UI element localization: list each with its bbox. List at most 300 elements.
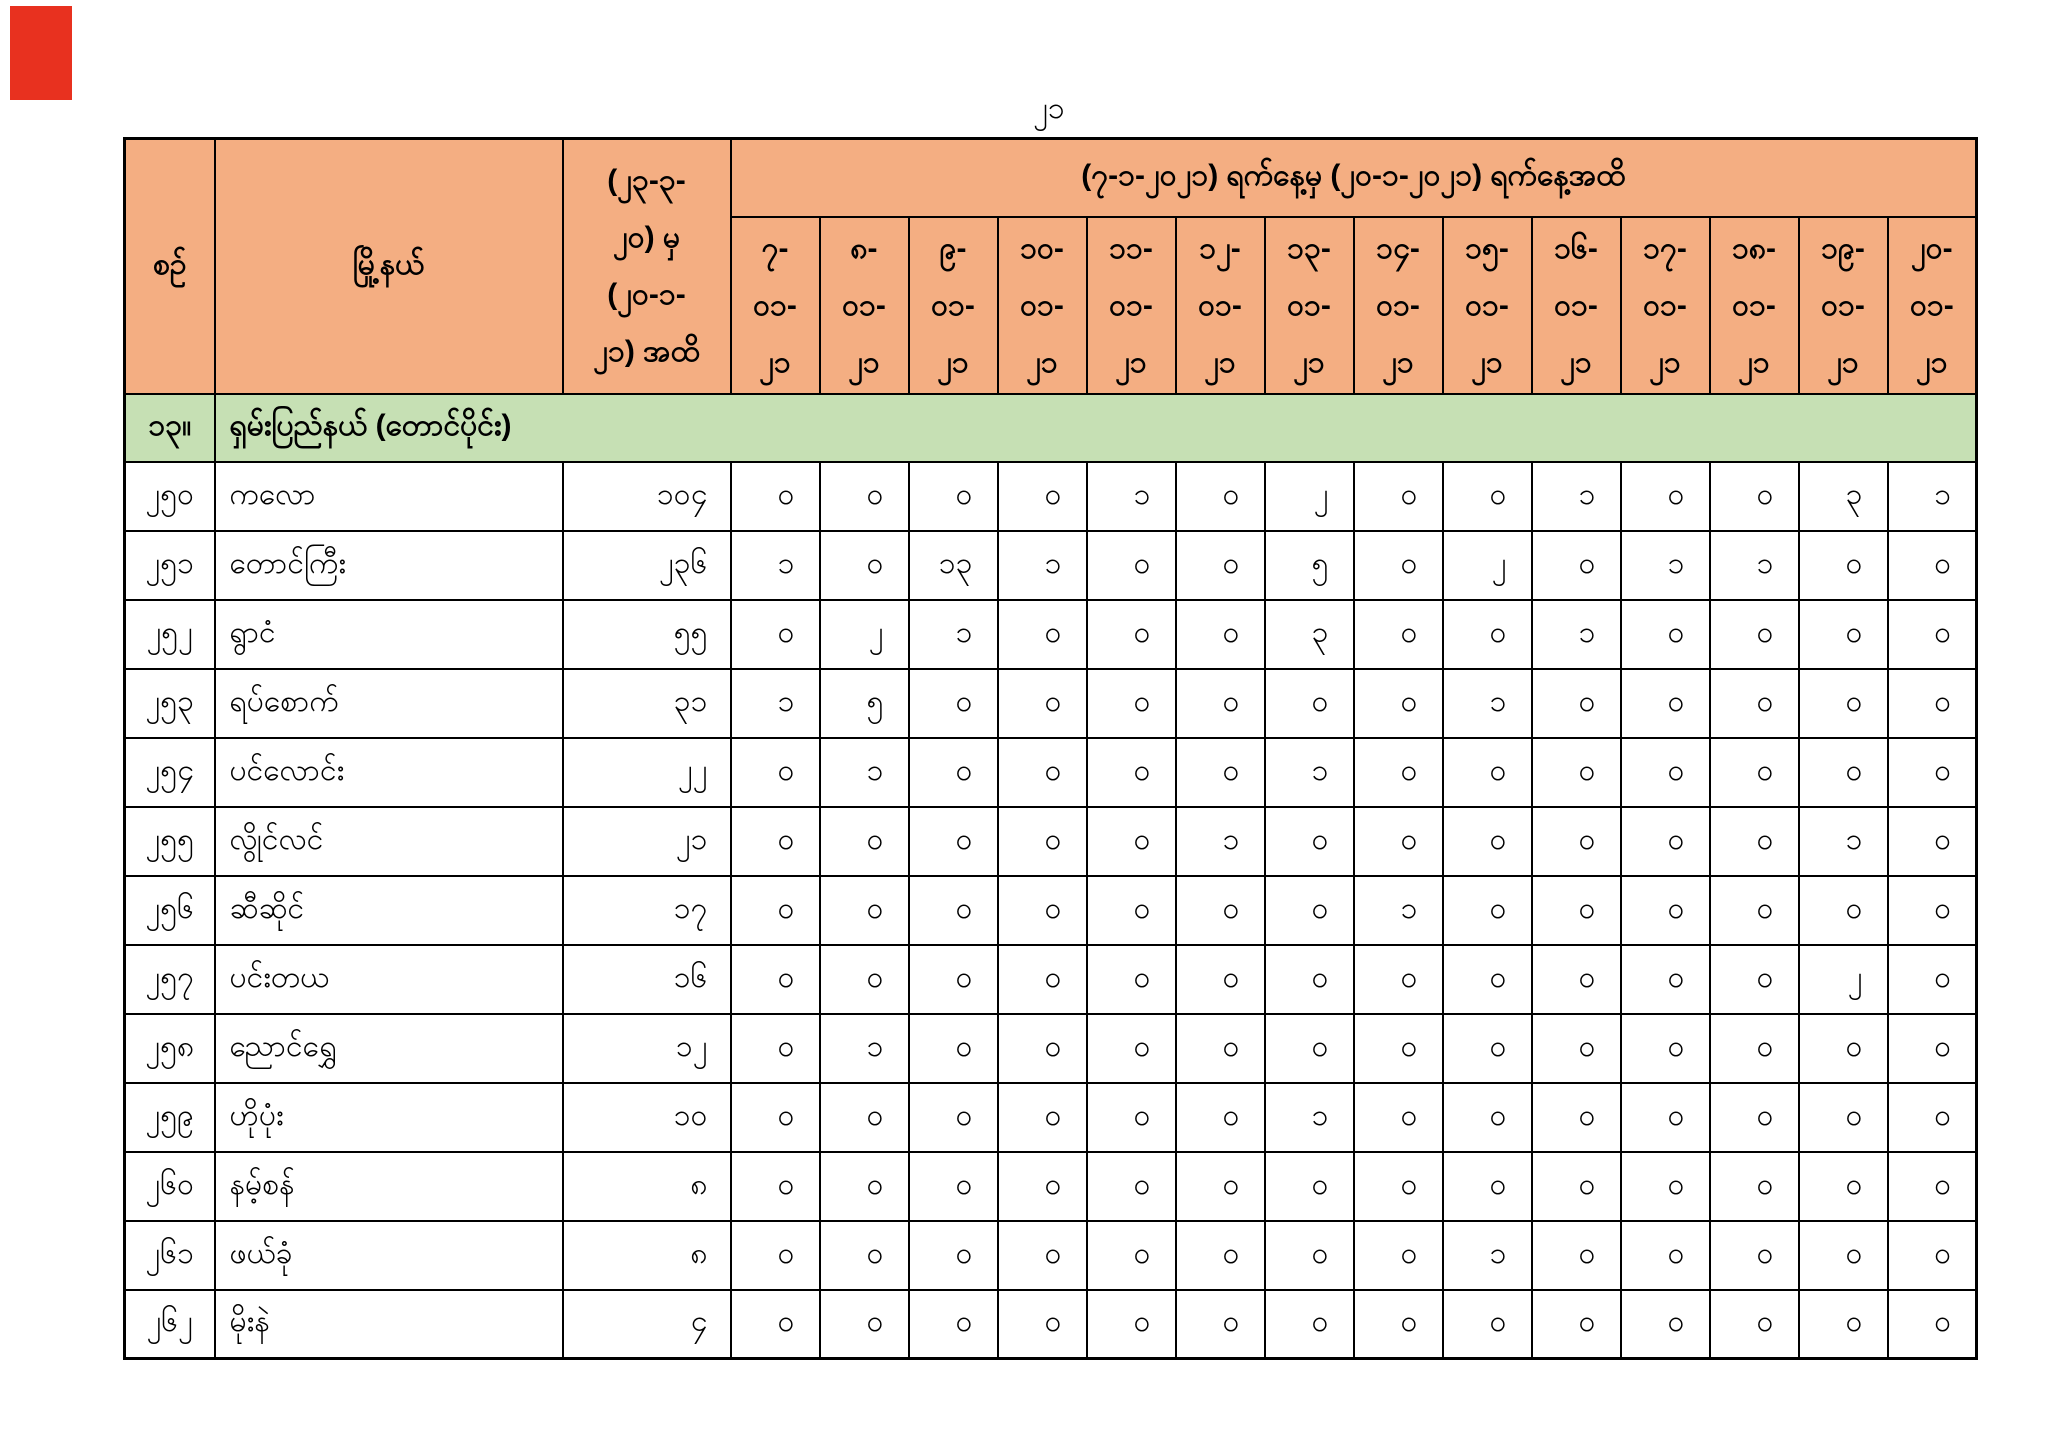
daily-count-cell-0: ၀ <box>731 600 820 669</box>
header-cell-cumulative-period <box>563 139 731 394</box>
daily-count-cell-2: ၁၃ <box>909 531 998 600</box>
daily-count-cell-8: ၁ <box>1443 669 1532 738</box>
township-row-၂၅၂ <box>125 600 1977 669</box>
cumulative-count-cell: ၁၀၄ <box>563 462 731 531</box>
daily-count-cell-9: ၀ <box>1532 669 1621 738</box>
daily-count-cell-8: ၁ <box>1443 1221 1532 1290</box>
cumulative-count-cell: ၈ <box>563 1152 731 1221</box>
daily-count-cell-13: ၀ <box>1888 945 1977 1014</box>
serial-cell: ၂၅၆ <box>125 876 215 945</box>
daily-count-cell-0: ၀ <box>731 1083 820 1152</box>
daily-count-cell-9: ၁ <box>1532 462 1621 531</box>
date-header-line: ၀၁- <box>1198 288 1242 322</box>
daily-count-cell-0: ၀ <box>731 1221 820 1290</box>
daily-count-cell-11: ၀ <box>1710 600 1799 669</box>
daily-count-cell-1: ၀ <box>820 1152 909 1221</box>
daily-count-cell-12: ၀ <box>1799 669 1888 738</box>
daily-count-cell-0: ၀ <box>731 876 820 945</box>
daily-count-cell-12: ၃ <box>1799 462 1888 531</box>
daily-count-cell-2: ၀ <box>909 1014 998 1083</box>
daily-count-cell-4: ၀ <box>1087 876 1176 945</box>
daily-count-cell-11: ၀ <box>1710 1083 1799 1152</box>
daily-count-cell-0: ၀ <box>731 1014 820 1083</box>
date-header-line: ၂၁ <box>1115 345 1147 379</box>
township-row-၂၅၁ <box>125 531 1977 600</box>
cumulative-count-cell: ၅၅ <box>563 600 731 669</box>
date-header-line: ၂၁ <box>1204 345 1236 379</box>
section-row-shan-south <box>125 394 1977 462</box>
daily-count-cell-6: ၀ <box>1265 945 1354 1014</box>
cumulative-count-cell: ၂၂ <box>563 738 731 807</box>
daily-count-cell-4: ၀ <box>1087 600 1176 669</box>
date-header-line: ၂၁ <box>1560 345 1592 379</box>
daily-count-cell-4: ၀ <box>1087 945 1176 1014</box>
daily-count-cell-11: ၀ <box>1710 1290 1799 1359</box>
daily-count-cell-8: ၀ <box>1443 1083 1532 1152</box>
serial-cell: ၂၅၂ <box>125 600 215 669</box>
daily-count-cell-10: ၀ <box>1621 945 1710 1014</box>
date-header-line: ၂၁ <box>1382 345 1414 379</box>
serial-cell: ၂၅၄ <box>125 738 215 807</box>
township-row-၂၆၀ <box>125 1152 1977 1221</box>
daily-count-cell-1: ၀ <box>820 1221 909 1290</box>
daily-count-cell-1: ၀ <box>820 945 909 1014</box>
township-name-cell: ညောင်ရွှေ <box>215 1014 563 1083</box>
township-name-cell: ရပ်စောက် <box>215 669 563 738</box>
daily-count-cell-5: ၀ <box>1176 876 1265 945</box>
date-header-line: ၂၁ <box>1827 345 1859 379</box>
township-row-၂၅၉ <box>125 1083 1977 1152</box>
date-header-line: ၉- <box>939 231 967 265</box>
daily-count-cell-2: ၀ <box>909 945 998 1014</box>
daily-count-cell-4: ၀ <box>1087 1221 1176 1290</box>
daily-count-cell-4: ၀ <box>1087 738 1176 807</box>
township-name-cell: လွိုင်လင် <box>215 807 563 876</box>
township-name-cell: နမ့်စန် <box>215 1152 563 1221</box>
date-header-line: ၁၃- <box>1287 231 1331 265</box>
daily-count-cell-13: ၀ <box>1888 876 1977 945</box>
daily-count-cell-6: ၅ <box>1265 531 1354 600</box>
date-header-line: ၂၁ <box>848 345 880 379</box>
daily-count-cell-11: ၀ <box>1710 807 1799 876</box>
serial-cell: ၂၅၇ <box>125 945 215 1014</box>
daily-count-cell-1: ၅ <box>820 669 909 738</box>
date-header-line: ၀၁- <box>1020 288 1064 322</box>
daily-count-cell-3: ၀ <box>998 669 1087 738</box>
daily-count-cell-5: ၀ <box>1176 945 1265 1014</box>
cumulative-header-line: ၂၀) မှ <box>612 221 681 255</box>
daily-count-cell-13: ၀ <box>1888 1083 1977 1152</box>
daily-count-cell-7: ၀ <box>1354 1221 1443 1290</box>
serial-cell: ၂၆၀ <box>125 1152 215 1221</box>
township-row-၂၅၇ <box>125 945 1977 1014</box>
daily-count-cell-13: ၀ <box>1888 807 1977 876</box>
daily-count-cell-7: ၀ <box>1354 669 1443 738</box>
daily-count-cell-1: ၀ <box>820 807 909 876</box>
date-header-line: ၂၀- <box>1911 231 1953 265</box>
daily-count-cell-10: ၀ <box>1621 1152 1710 1221</box>
daily-count-cell-10: ၀ <box>1621 600 1710 669</box>
serial-cell: ၂၅၃ <box>125 669 215 738</box>
township-name-cell: ကလော <box>215 462 563 531</box>
date-header-line: ၂၁ <box>759 345 791 379</box>
township-name-cell: မိုးနဲ <box>215 1290 563 1359</box>
cumulative-count-cell: ၁၀ <box>563 1083 731 1152</box>
cumulative-count-cell: ၁၇ <box>563 876 731 945</box>
daily-count-cell-7: ၀ <box>1354 1290 1443 1359</box>
daily-count-cell-12: ၂ <box>1799 945 1888 1014</box>
daily-count-cell-9: ၀ <box>1532 1290 1621 1359</box>
cumulative-header-line: ၂၁) အထိ <box>593 335 700 369</box>
daily-count-cell-3: ၀ <box>998 1290 1087 1359</box>
daily-count-cell-9: ၀ <box>1532 531 1621 600</box>
daily-count-cell-4: ၀ <box>1087 669 1176 738</box>
red-marker-block <box>10 6 72 100</box>
daily-count-cell-3: ၀ <box>998 1152 1087 1221</box>
date-header-line: ၁၂- <box>1199 231 1241 265</box>
daily-count-cell-12: ၀ <box>1799 531 1888 600</box>
daily-count-cell-1: ၀ <box>820 1083 909 1152</box>
daily-count-cell-3: ၀ <box>998 462 1087 531</box>
date-column-header-13 <box>1888 217 1977 394</box>
daily-count-cell-12: ၀ <box>1799 1152 1888 1221</box>
cumulative-count-cell: ၂၁ <box>563 807 731 876</box>
daily-count-cell-10: ၀ <box>1621 1221 1710 1290</box>
daily-count-cell-12: ၀ <box>1799 600 1888 669</box>
daily-count-cell-4: ၁ <box>1087 462 1176 531</box>
daily-count-cell-7: ၀ <box>1354 1083 1443 1152</box>
cumulative-count-cell: ၄ <box>563 1290 731 1359</box>
date-column-header-9 <box>1532 217 1621 394</box>
date-column-header-7 <box>1354 217 1443 394</box>
daily-count-cell-7: ၀ <box>1354 462 1443 531</box>
daily-count-cell-10: ၀ <box>1621 1083 1710 1152</box>
date-header-line: ၂၁ <box>1649 345 1681 379</box>
daily-count-cell-8: ၀ <box>1443 1152 1532 1221</box>
daily-count-cell-10: ၀ <box>1621 462 1710 531</box>
daily-count-cell-1: ၁ <box>820 1014 909 1083</box>
daily-count-cell-6: ၁ <box>1265 1083 1354 1152</box>
daily-count-cell-2: ၀ <box>909 669 998 738</box>
daily-count-cell-4: ၀ <box>1087 807 1176 876</box>
daily-count-cell-2: ၀ <box>909 807 998 876</box>
daily-count-cell-8: ၀ <box>1443 600 1532 669</box>
daily-count-cell-2: ၁ <box>909 600 998 669</box>
daily-count-cell-7: ၀ <box>1354 945 1443 1014</box>
daily-count-cell-8: ၀ <box>1443 462 1532 531</box>
date-header-line: ၇- <box>761 231 789 265</box>
date-column-header-1 <box>820 217 909 394</box>
township-row-၂၅၃ <box>125 669 1977 738</box>
daily-count-cell-6: ၀ <box>1265 1152 1354 1221</box>
serial-cell: ၂၅၉ <box>125 1083 215 1152</box>
daily-count-cell-8: ၂ <box>1443 531 1532 600</box>
daily-count-cell-6: ၀ <box>1265 1014 1354 1083</box>
daily-count-cell-13: ၀ <box>1888 1014 1977 1083</box>
date-header-line: ၀၁- <box>842 288 886 322</box>
section-title: ရှမ်းပြည်နယ် (တောင်ပိုင်း) <box>215 394 1977 462</box>
daily-count-cell-7: ၁ <box>1354 876 1443 945</box>
daily-count-cell-10: ၁ <box>1621 531 1710 600</box>
date-header-line: ၁၆- <box>1554 231 1598 265</box>
date-column-header-12 <box>1799 217 1888 394</box>
daily-count-cell-2: ၀ <box>909 1221 998 1290</box>
daily-count-cell-7: ၀ <box>1354 531 1443 600</box>
daily-count-cell-5: ၀ <box>1176 531 1265 600</box>
daily-count-cell-0: ၀ <box>731 807 820 876</box>
township-row-၂၅၀ <box>125 462 1977 531</box>
daily-count-cell-4: ၀ <box>1087 1083 1176 1152</box>
date-header-line: ၂၁ <box>1916 345 1948 379</box>
daily-count-cell-13: ၀ <box>1888 600 1977 669</box>
date-header-line: ၂၁ <box>937 345 969 379</box>
township-name-cell: ပင်းတယ <box>215 945 563 1014</box>
daily-count-cell-3: ၀ <box>998 1014 1087 1083</box>
daily-count-cell-3: ၁ <box>998 531 1087 600</box>
date-header-line: ၁၅- <box>1465 231 1509 265</box>
daily-count-cell-13: ၁ <box>1888 462 1977 531</box>
date-header-line: ၀၁- <box>1465 288 1509 322</box>
serial-cell: ၂၅၁ <box>125 531 215 600</box>
daily-count-cell-5: ၀ <box>1176 1290 1265 1359</box>
daily-count-cell-1: ၀ <box>820 876 909 945</box>
daily-count-cell-11: ၀ <box>1710 669 1799 738</box>
daily-count-cell-11: ၀ <box>1710 1152 1799 1221</box>
cumulative-count-cell: ၂၃၆ <box>563 531 731 600</box>
daily-count-cell-10: ၀ <box>1621 876 1710 945</box>
daily-count-cell-4: ၀ <box>1087 531 1176 600</box>
daily-count-cell-0: ၁ <box>731 531 820 600</box>
covid-daily-cases-table <box>123 137 1978 1360</box>
daily-count-cell-8: ၀ <box>1443 945 1532 1014</box>
daily-count-cell-10: ၀ <box>1621 807 1710 876</box>
daily-count-cell-5: ၀ <box>1176 1014 1265 1083</box>
daily-count-cell-9: ၁ <box>1532 600 1621 669</box>
daily-count-cell-3: ၀ <box>998 876 1087 945</box>
daily-count-cell-4: ၀ <box>1087 1290 1176 1359</box>
daily-count-cell-9: ၀ <box>1532 876 1621 945</box>
daily-count-cell-12: ၀ <box>1799 1221 1888 1290</box>
daily-count-cell-1: ၂ <box>820 600 909 669</box>
daily-count-cell-9: ၀ <box>1532 1221 1621 1290</box>
date-header-line: ၀၁- <box>753 288 797 322</box>
date-column-header-0 <box>731 217 820 394</box>
daily-count-cell-11: ၀ <box>1710 462 1799 531</box>
daily-count-cell-11: ၁ <box>1710 531 1799 600</box>
date-column-header-4 <box>1087 217 1176 394</box>
daily-count-cell-2: ၀ <box>909 738 998 807</box>
serial-cell: ၂၅၈ <box>125 1014 215 1083</box>
daily-count-cell-10: ၀ <box>1621 1014 1710 1083</box>
header-cell-serial: စဉ် <box>125 139 215 394</box>
daily-count-cell-5: ၀ <box>1176 1083 1265 1152</box>
township-name-cell: ဟိုပုံး <box>215 1083 563 1152</box>
township-row-၂၅၅ <box>125 807 1977 876</box>
date-header-line: ၀၁- <box>931 288 975 322</box>
date-header-line: ၁၁- <box>1109 231 1153 265</box>
cumulative-count-cell: ၃၁ <box>563 669 731 738</box>
date-header-line: ၀၁- <box>1287 288 1331 322</box>
daily-count-cell-11: ၀ <box>1710 1014 1799 1083</box>
date-column-header-11 <box>1710 217 1799 394</box>
daily-count-cell-9: ၀ <box>1532 1014 1621 1083</box>
date-header-line: ၀၁- <box>1909 288 1954 322</box>
date-header-line: ၀၁- <box>1732 288 1776 322</box>
daily-count-cell-6: ၀ <box>1265 1290 1354 1359</box>
daily-count-cell-3: ၀ <box>998 807 1087 876</box>
daily-count-cell-9: ၀ <box>1532 945 1621 1014</box>
daily-count-cell-0: ၀ <box>731 738 820 807</box>
daily-count-cell-10: ၀ <box>1621 738 1710 807</box>
daily-count-cell-1: ၁ <box>820 738 909 807</box>
date-header-line: ၀၁- <box>1643 288 1687 322</box>
daily-count-cell-2: ၀ <box>909 1083 998 1152</box>
daily-count-cell-8: ၀ <box>1443 738 1532 807</box>
daily-count-cell-7: ၀ <box>1354 600 1443 669</box>
daily-count-cell-0: ၀ <box>731 462 820 531</box>
daily-count-cell-7: ၀ <box>1354 1014 1443 1083</box>
daily-count-cell-5: ၁ <box>1176 807 1265 876</box>
daily-count-cell-13: ၀ <box>1888 531 1977 600</box>
daily-count-cell-9: ၀ <box>1532 738 1621 807</box>
township-row-၂၆၂ <box>125 1290 1977 1359</box>
daily-count-cell-2: ၀ <box>909 1152 998 1221</box>
township-row-၂၆၁ <box>125 1221 1977 1290</box>
township-row-၂၅၄ <box>125 738 1977 807</box>
date-header-line: ၁၈- <box>1731 231 1776 265</box>
daily-count-cell-7: ၀ <box>1354 807 1443 876</box>
daily-count-cell-1: ၀ <box>820 1290 909 1359</box>
township-name-cell: ဆီဆိုင် <box>215 876 563 945</box>
daily-count-cell-11: ၀ <box>1710 876 1799 945</box>
township-row-၂၅၈ <box>125 1014 1977 1083</box>
date-column-header-8 <box>1443 217 1532 394</box>
daily-count-cell-2: ၀ <box>909 876 998 945</box>
cumulative-header-line: (၂၃-၃- <box>607 164 686 198</box>
date-header-line: ၀၁- <box>1821 288 1865 322</box>
daily-count-cell-9: ၀ <box>1532 807 1621 876</box>
daily-count-cell-0: ၀ <box>731 945 820 1014</box>
header-row-span <box>125 139 1977 217</box>
daily-count-cell-6: ၀ <box>1265 1221 1354 1290</box>
township-row-၂၅၆ <box>125 876 1977 945</box>
cumulative-count-cell: ၈ <box>563 1221 731 1290</box>
daily-count-cell-8: ၀ <box>1443 1290 1532 1359</box>
date-header-line: ၀၁- <box>1376 288 1420 322</box>
daily-count-cell-7: ၀ <box>1354 738 1443 807</box>
daily-count-cell-6: ၂ <box>1265 462 1354 531</box>
daily-count-cell-12: ၁ <box>1799 807 1888 876</box>
daily-count-cell-11: ၀ <box>1710 738 1799 807</box>
daily-count-cell-2: ၀ <box>909 1290 998 1359</box>
date-header-line: ၈- <box>850 231 878 265</box>
daily-count-cell-13: ၀ <box>1888 1221 1977 1290</box>
daily-count-cell-7: ၀ <box>1354 1152 1443 1221</box>
serial-cell: ၂၅၅ <box>125 807 215 876</box>
daily-count-cell-0: ၀ <box>731 1152 820 1221</box>
daily-count-cell-6: ၀ <box>1265 876 1354 945</box>
daily-count-cell-4: ၀ <box>1087 1152 1176 1221</box>
header-cell-date-range-span: (၇-၁-၂၀၂၁) ရက်နေ့မှ (၂၀-၁-၂၀၂၁) ရက်နေ့အထိ <box>731 139 1977 217</box>
table-body <box>125 394 1977 1359</box>
page-number: ၂၁ <box>1033 92 1065 125</box>
date-header-line: ၁၉- <box>1821 231 1865 265</box>
date-column-header-5 <box>1176 217 1265 394</box>
daily-count-cell-5: ၀ <box>1176 462 1265 531</box>
section-serial: ၁၃။ <box>125 394 215 462</box>
daily-count-cell-2: ၀ <box>909 462 998 531</box>
cumulative-count-cell: ၁၂ <box>563 1014 731 1083</box>
date-header-line: ၂၁ <box>1471 345 1503 379</box>
date-header-line: ၂၁ <box>1026 345 1058 379</box>
date-header-line: ၂၁ <box>1293 345 1325 379</box>
serial-cell: ၂၅၀ <box>125 462 215 531</box>
daily-count-cell-13: ၀ <box>1888 738 1977 807</box>
township-name-cell: ဖယ်ခုံ <box>215 1221 563 1290</box>
daily-count-cell-3: ၀ <box>998 1083 1087 1152</box>
daily-count-cell-5: ၀ <box>1176 1152 1265 1221</box>
date-header-line: ၀၁- <box>1109 288 1153 322</box>
daily-count-cell-6: ၀ <box>1265 807 1354 876</box>
daily-count-cell-10: ၀ <box>1621 669 1710 738</box>
serial-cell: ၂၆၁ <box>125 1221 215 1290</box>
date-column-header-3 <box>998 217 1087 394</box>
date-column-header-10 <box>1621 217 1710 394</box>
serial-cell: ၂၆၂ <box>125 1290 215 1359</box>
date-header-line: ၂၁ <box>1738 345 1770 379</box>
daily-count-cell-5: ၀ <box>1176 1221 1265 1290</box>
daily-count-cell-8: ၀ <box>1443 807 1532 876</box>
daily-count-cell-4: ၀ <box>1087 1014 1176 1083</box>
daily-count-cell-3: ၀ <box>998 738 1087 807</box>
date-column-header-6 <box>1265 217 1354 394</box>
daily-count-cell-12: ၀ <box>1799 876 1888 945</box>
daily-count-cell-1: ၀ <box>820 462 909 531</box>
header-cell-township: မြို့နယ် <box>215 139 563 394</box>
daily-count-cell-11: ၀ <box>1710 945 1799 1014</box>
daily-count-cell-12: ၀ <box>1799 1014 1888 1083</box>
daily-count-cell-1: ၀ <box>820 531 909 600</box>
township-name-cell: ရွာငံ <box>215 600 563 669</box>
daily-count-cell-3: ၀ <box>998 1221 1087 1290</box>
township-name-cell: တောင်ကြီး <box>215 531 563 600</box>
daily-count-cell-5: ၀ <box>1176 738 1265 807</box>
daily-count-cell-0: ၁ <box>731 669 820 738</box>
daily-count-cell-12: ၀ <box>1799 1083 1888 1152</box>
daily-count-cell-8: ၀ <box>1443 876 1532 945</box>
date-header-line: ၁၄- <box>1376 231 1420 265</box>
date-header-line: ၁၀- <box>1020 231 1064 265</box>
daily-count-cell-10: ၀ <box>1621 1290 1710 1359</box>
daily-count-cell-8: ၀ <box>1443 1014 1532 1083</box>
daily-count-cell-0: ၀ <box>731 1290 820 1359</box>
date-header-line: ၁၇- <box>1643 231 1687 265</box>
daily-count-cell-13: ၀ <box>1888 669 1977 738</box>
township-name-cell: ပင်လောင်း <box>215 738 563 807</box>
daily-count-cell-9: ၀ <box>1532 1152 1621 1221</box>
daily-count-cell-12: ၀ <box>1799 1290 1888 1359</box>
cumulative-header-line: (၂၀-၁- <box>607 278 686 312</box>
cumulative-count-cell: ၁၆ <box>563 945 731 1014</box>
daily-count-cell-6: ၁ <box>1265 738 1354 807</box>
date-header-line: ၀၁- <box>1554 288 1598 322</box>
date-column-header-2 <box>909 217 998 394</box>
daily-count-cell-13: ၀ <box>1888 1290 1977 1359</box>
daily-count-cell-11: ၀ <box>1710 1221 1799 1290</box>
daily-count-cell-13: ၀ <box>1888 1152 1977 1221</box>
daily-count-cell-5: ၀ <box>1176 669 1265 738</box>
daily-count-cell-9: ၀ <box>1532 1083 1621 1152</box>
